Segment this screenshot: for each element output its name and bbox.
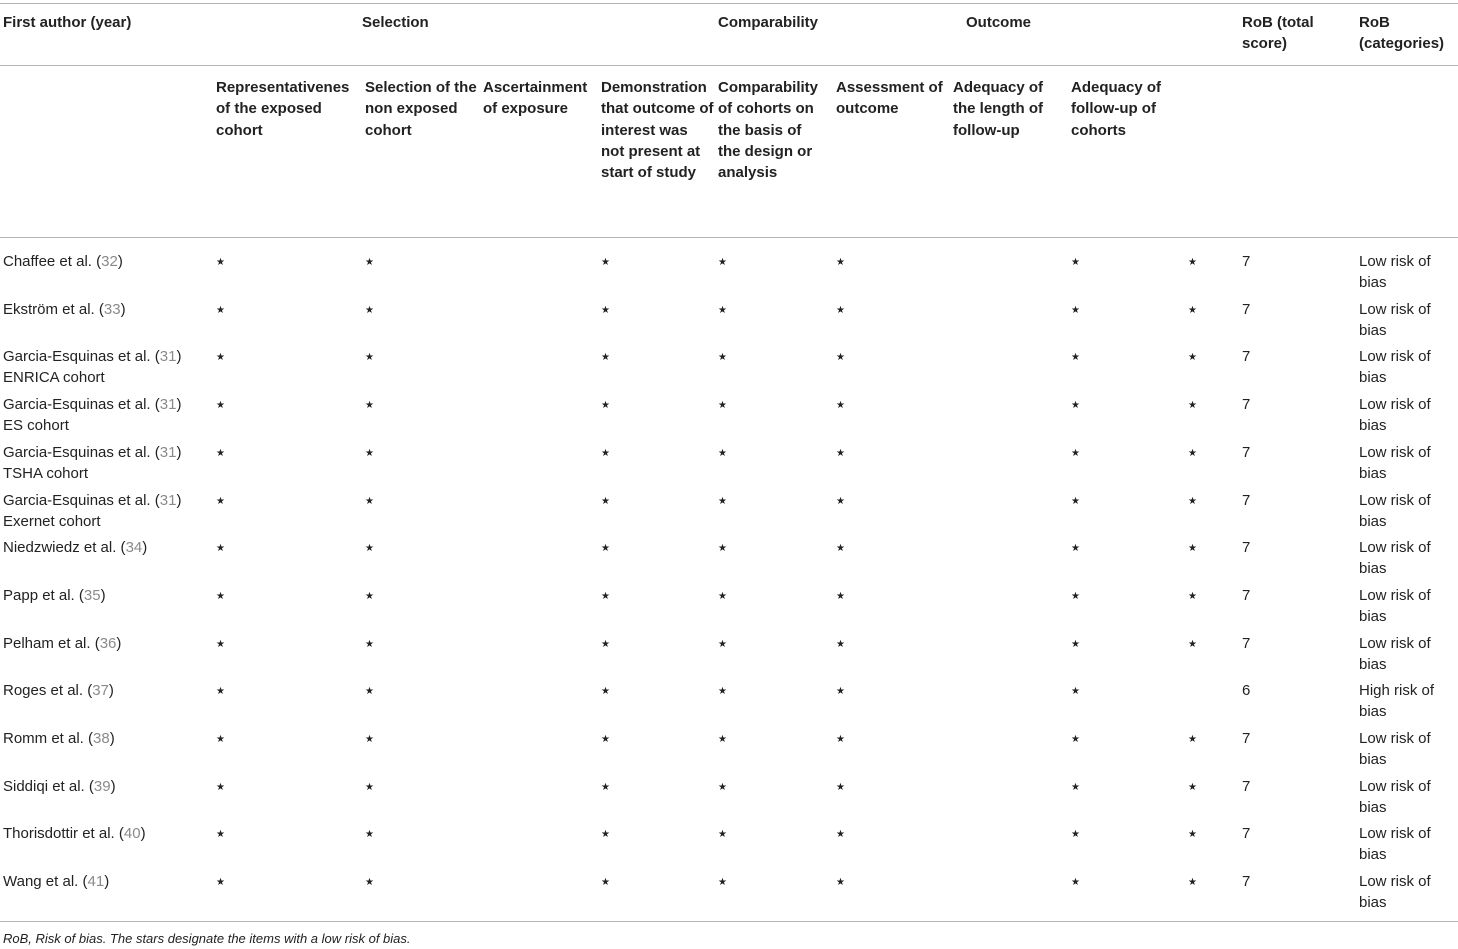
author-cell: Papp et al. (35) <box>3 586 106 604</box>
star-icon: ★ <box>365 829 374 841</box>
star-icon: ★ <box>216 400 225 412</box>
star-icon: ★ <box>601 877 610 889</box>
star-icon: ★ <box>1071 447 1080 459</box>
sub-header: Comparability of cohorts on the basis of the design or analysis <box>718 79 819 182</box>
citation-link[interactable]: 31 <box>159 348 177 366</box>
star-icon: ★ <box>836 829 845 841</box>
cohort-name: TSHA cohort <box>3 464 89 482</box>
author-cell: Garcia-Esquinas et al. (31) Exernet cohort <box>3 491 182 530</box>
rob-category: Low risk of bias <box>1359 873 1431 912</box>
author-cell: Chaffee et al. (32) <box>3 253 123 270</box>
star-icon: ★ <box>836 257 845 268</box>
star-icon: ★ <box>836 781 845 793</box>
star-icon: ★ <box>836 686 845 698</box>
star-icon: ★ <box>216 257 225 268</box>
star-icon: ★ <box>718 877 727 889</box>
star-icon: ★ <box>1071 543 1080 555</box>
rob-total-score: 7 <box>1242 253 1251 270</box>
star-icon: ★ <box>1071 781 1080 793</box>
star-icon: ★ <box>836 734 845 745</box>
star-icon: ★ <box>365 686 374 698</box>
star-icon: ★ <box>601 638 610 650</box>
star-icon: ★ <box>601 352 610 364</box>
star-icon: ★ <box>601 495 610 507</box>
star-icon: ★ <box>365 257 374 268</box>
star-icon: ★ <box>216 638 225 650</box>
star-icon: ★ <box>216 352 225 364</box>
rob-total-score: 7 <box>1242 586 1251 604</box>
star-icon: ★ <box>601 590 610 602</box>
author-name: Garcia-Esquinas et al. <box>3 491 151 509</box>
star-icon: ★ <box>1188 781 1197 793</box>
author-cell: Wang et al. (41) <box>3 873 110 891</box>
star-icon: ★ <box>1071 495 1080 507</box>
star-icon: ★ <box>1188 447 1197 459</box>
rob-category: Low risk of bias <box>1359 348 1431 387</box>
star-icon: ★ <box>1071 304 1080 316</box>
rob-total-score: 7 <box>1242 730 1251 747</box>
citation-link[interactable]: 33 <box>103 300 121 318</box>
star-icon: ★ <box>601 543 610 555</box>
author-name: Roges et al. <box>3 682 84 700</box>
citation-link[interactable]: 36 <box>99 634 117 652</box>
star-icon: ★ <box>601 829 610 841</box>
rob-category: Low risk of bias <box>1359 586 1431 625</box>
author-cell: Ekström et al. (33) <box>3 300 126 318</box>
sub-header: Adequacy of the length of follow-up <box>953 79 1044 139</box>
rob-category: Low risk of bias <box>1359 730 1431 768</box>
author-cell: Roges et al. (37) <box>3 682 114 700</box>
author-name: Pelham et al. <box>3 634 91 652</box>
star-icon: ★ <box>1071 638 1080 650</box>
star-icon: ★ <box>718 257 727 268</box>
rob-category: Low risk of bias <box>1359 634 1431 673</box>
star-icon: ★ <box>1188 352 1197 364</box>
author-name: Wang et al. <box>3 873 79 891</box>
rob-category: Low risk of bias <box>1359 396 1431 435</box>
rob-category: Low risk of bias <box>1359 825 1431 864</box>
star-icon: ★ <box>718 829 727 841</box>
star-icon: ★ <box>1071 686 1080 698</box>
citation-link[interactable]: 39 <box>93 777 111 795</box>
star-icon: ★ <box>836 877 845 889</box>
citation-link[interactable]: 34 <box>125 539 143 557</box>
author-name: Thorisdottir et al. <box>3 825 115 843</box>
star-icon: ★ <box>836 352 845 364</box>
group-header: RoB (total score) <box>1242 14 1314 52</box>
star-icon: ★ <box>216 877 225 889</box>
star-icon: ★ <box>601 304 610 316</box>
author-name: Romm et al. <box>3 730 84 747</box>
rob-category: Low risk of bias <box>1359 300 1431 339</box>
star-icon: ★ <box>718 495 727 507</box>
group-header: First author (year) <box>3 14 132 31</box>
citation-link[interactable]: 37 <box>92 682 109 700</box>
star-icon: ★ <box>365 590 374 602</box>
star-icon: ★ <box>365 304 374 316</box>
header-rule <box>0 65 1458 66</box>
sub-header: Adequacy of follow-up of cohorts <box>1071 79 1162 139</box>
star-icon: ★ <box>1188 400 1197 412</box>
star-icon: ★ <box>601 257 610 268</box>
sub-header: Selection of the non exposed cohort <box>365 79 477 139</box>
subheader-rule <box>0 237 1458 238</box>
author-name: Niedzwiedz et al. <box>3 539 117 557</box>
author-cell: Garcia-Esquinas et al. (31) TSHA cohort <box>3 443 182 482</box>
group-header: Selection <box>362 14 429 31</box>
author-cell: Thorisdottir et al. (40) <box>3 825 146 843</box>
sub-header: Assessment of outcome <box>836 79 943 118</box>
star-icon: ★ <box>718 638 727 650</box>
group-header: Comparability <box>718 14 819 31</box>
star-icon: ★ <box>601 400 610 412</box>
author-cell: Pelham et al. (36) <box>3 634 122 652</box>
star-icon: ★ <box>718 400 727 412</box>
rob-total-score: 7 <box>1242 777 1251 795</box>
star-icon: ★ <box>1188 495 1197 507</box>
star-icon: ★ <box>216 781 225 793</box>
citation-link[interactable]: 41 <box>87 873 105 891</box>
star-icon: ★ <box>216 447 225 459</box>
star-icon: ★ <box>1071 400 1080 412</box>
author-cell: Siddiqi et al. (39) <box>3 777 116 795</box>
group-header: Outcome <box>966 14 1032 31</box>
star-icon: ★ <box>216 590 225 602</box>
star-icon: ★ <box>601 781 610 793</box>
bottom-rule <box>0 921 1458 922</box>
citation-link[interactable]: 31 <box>159 491 177 509</box>
star-icon: ★ <box>1188 829 1197 841</box>
rob-total-score: 7 <box>1242 634 1251 652</box>
cohort-name: ENRICA cohort <box>3 369 105 387</box>
rob-category: Low risk of bias <box>1359 253 1431 291</box>
rob-total-score: 7 <box>1242 348 1251 366</box>
star-icon: ★ <box>1188 877 1197 889</box>
author-name: Chaffee et al. <box>3 253 92 270</box>
rob-total-score: 7 <box>1242 539 1251 557</box>
rob-total-score: 7 <box>1242 873 1251 891</box>
star-icon: ★ <box>1188 638 1197 650</box>
sub-header: Representativenes of the exposed cohort <box>216 79 350 139</box>
star-icon: ★ <box>1071 877 1080 889</box>
table-footnote: RoB, Risk of bias. The stars designate the items with a low risk of bias. <box>3 931 411 946</box>
star-icon: ★ <box>836 638 845 650</box>
star-icon: ★ <box>718 447 727 459</box>
star-icon: ★ <box>718 686 727 698</box>
star-icon: ★ <box>601 447 610 459</box>
rob-category: High risk of bias <box>1359 682 1435 721</box>
star-icon: ★ <box>216 829 225 841</box>
author-cell: Niedzwiedz et al. (34) <box>3 539 148 557</box>
cohort-name: Exernet cohort <box>3 512 101 530</box>
citation-link[interactable]: 38 <box>93 730 110 747</box>
author-cell: Garcia-Esquinas et al. (31) ES cohort <box>3 396 182 435</box>
star-icon: ★ <box>216 495 225 507</box>
rob-total-score: 7 <box>1242 443 1251 461</box>
rob-category: Low risk of bias <box>1359 777 1431 816</box>
star-icon: ★ <box>1071 829 1080 841</box>
star-icon: ★ <box>1188 257 1197 268</box>
star-icon: ★ <box>1071 352 1080 364</box>
author-name: Papp et al. <box>3 586 75 604</box>
star-icon: ★ <box>601 734 610 745</box>
star-icon: ★ <box>365 400 374 412</box>
star-icon: ★ <box>1188 590 1197 602</box>
star-icon: ★ <box>718 734 727 745</box>
star-icon: ★ <box>836 543 845 555</box>
star-icon: ★ <box>365 447 374 459</box>
star-icon: ★ <box>718 781 727 793</box>
author-cell: Romm et al. (38) <box>3 730 115 747</box>
star-icon: ★ <box>836 590 845 602</box>
star-icon: ★ <box>365 638 374 650</box>
star-icon: ★ <box>1188 304 1197 316</box>
citation-link[interactable]: 31 <box>159 443 177 461</box>
rob-total-score: 7 <box>1242 396 1251 414</box>
rob-category: Low risk of bias <box>1359 491 1431 530</box>
author-cell: Garcia-Esquinas et al. (31) ENRICA cohort <box>3 348 182 387</box>
star-icon: ★ <box>365 877 374 889</box>
star-icon: ★ <box>836 304 845 316</box>
star-icon: ★ <box>216 686 225 698</box>
rob-category: Low risk of bias <box>1359 539 1431 578</box>
rob-total-score: 7 <box>1242 825 1251 843</box>
star-icon: ★ <box>1188 543 1197 555</box>
star-icon: ★ <box>216 543 225 555</box>
author-name: Garcia-Esquinas et al. <box>3 443 151 461</box>
sub-header: Ascertainment of exposure <box>483 79 588 118</box>
star-icon: ★ <box>836 495 845 507</box>
citation-link[interactable]: 31 <box>159 396 177 414</box>
star-icon: ★ <box>1188 734 1197 745</box>
star-icon: ★ <box>601 686 610 698</box>
cohort-name: ES cohort <box>3 417 69 435</box>
sub-header: Demonstration that outcome of interest was not present at start of study <box>601 79 714 182</box>
rob-total-score: 7 <box>1242 491 1251 509</box>
author-name: Ekström et al. <box>3 300 95 318</box>
star-icon: ★ <box>1071 734 1080 745</box>
star-icon: ★ <box>718 352 727 364</box>
author-name: Garcia-Esquinas et al. <box>3 396 151 414</box>
star-icon: ★ <box>365 352 374 364</box>
rob-category: Low risk of bias <box>1359 443 1431 482</box>
star-icon: ★ <box>718 590 727 602</box>
star-icon: ★ <box>365 495 374 507</box>
author-name: Garcia-Esquinas et al. <box>3 348 151 366</box>
citation-link[interactable]: 35 <box>83 586 101 604</box>
star-icon: ★ <box>216 734 225 745</box>
star-icon: ★ <box>365 543 374 555</box>
group-header: RoB (categories) <box>1359 14 1445 52</box>
author-name: Siddiqi et al. <box>3 777 85 795</box>
citation-link[interactable]: 32 <box>101 253 118 270</box>
citation-link[interactable]: 40 <box>123 825 141 843</box>
rob-total-score: 6 <box>1242 682 1251 700</box>
star-icon: ★ <box>718 304 727 316</box>
star-icon: ★ <box>365 734 374 745</box>
star-icon: ★ <box>836 447 845 459</box>
star-icon: ★ <box>1071 590 1080 602</box>
star-icon: ★ <box>216 304 225 316</box>
star-icon: ★ <box>1071 257 1080 268</box>
top-rule <box>0 3 1458 4</box>
star-icon: ★ <box>365 781 374 793</box>
rob-total-score: 7 <box>1242 300 1251 318</box>
star-icon: ★ <box>718 543 727 555</box>
star-icon: ★ <box>836 400 845 412</box>
